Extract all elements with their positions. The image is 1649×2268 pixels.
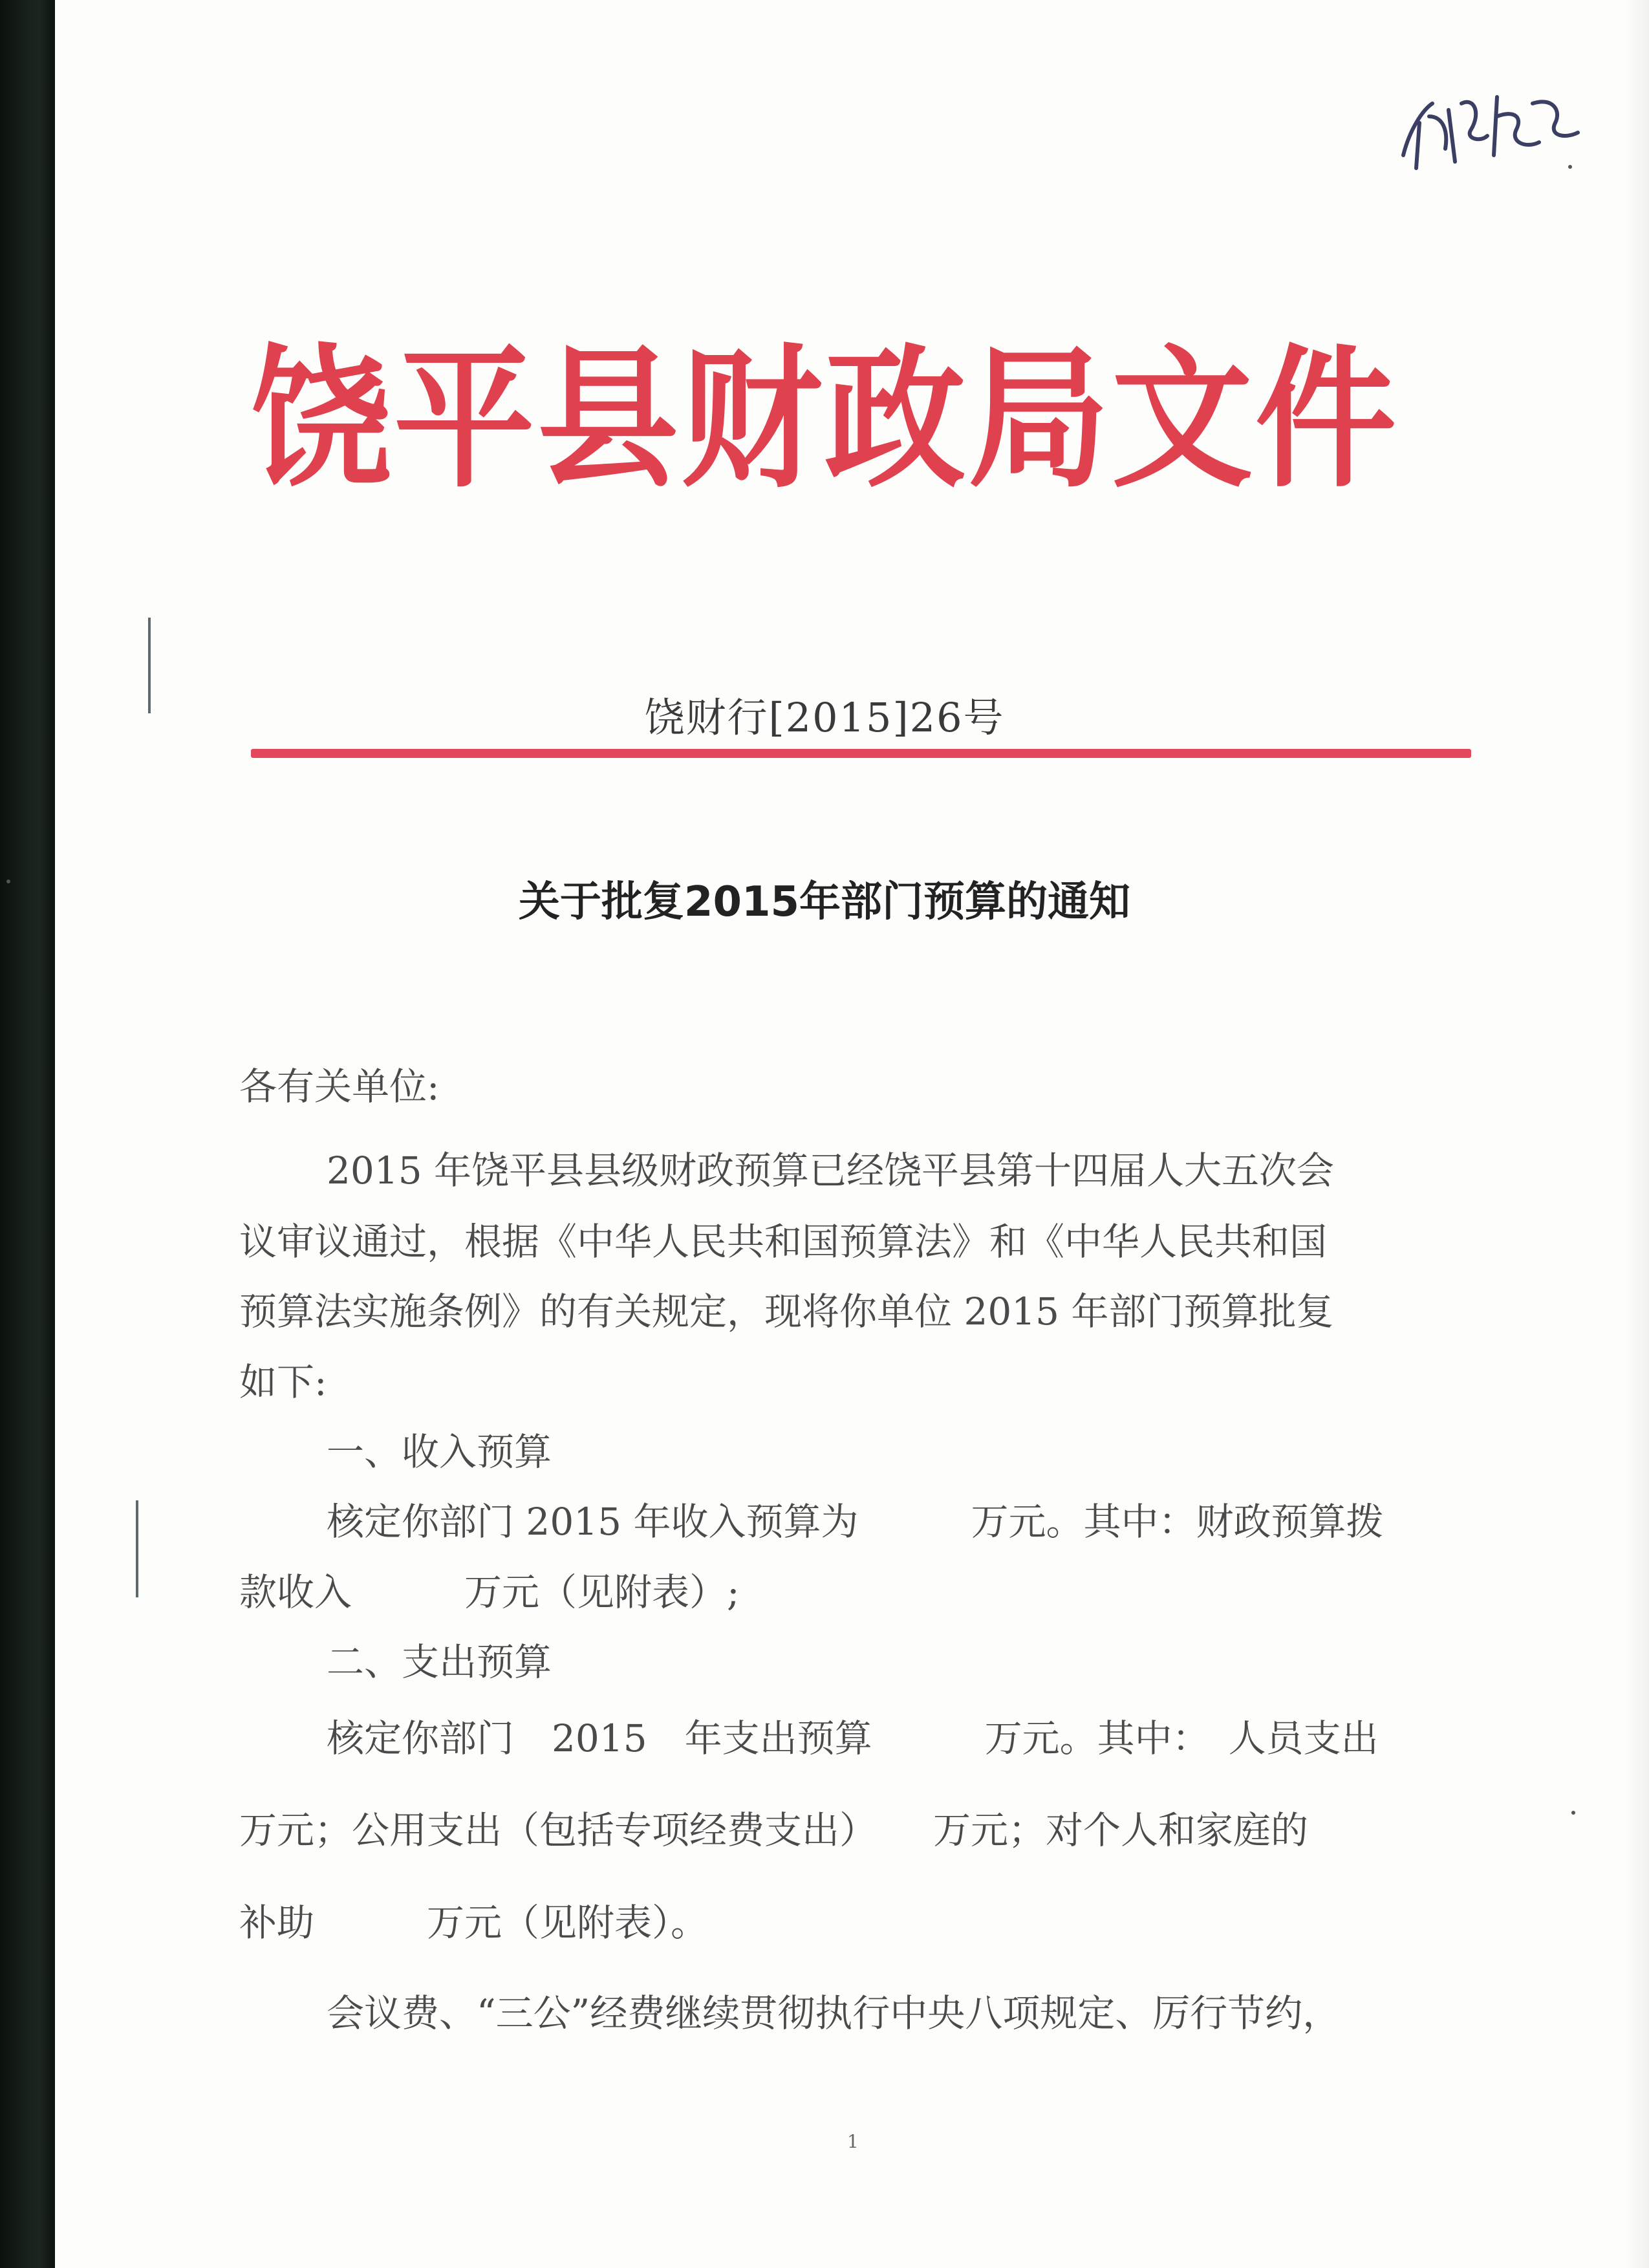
handwritten-annotation [1384, 78, 1597, 181]
red-divider-rule [251, 749, 1471, 758]
paragraph-line: 如下: [239, 1360, 327, 1404]
paragraph-line: 2015 年饶平县县级财政预算已经饶平县第十四届人大五次会 [327, 1149, 1335, 1193]
paragraph-line: 议审议通过，根据《中华人民共和国预算法》和《中华人民共和国 [239, 1220, 1328, 1264]
paragraph-line: 预算法实施条例》的有关规定，现将你单位 2015 年部门预算批复 [239, 1290, 1334, 1334]
page-number: 1 [847, 2131, 859, 2152]
paragraph-line: 款收入 万元（见附表）; [239, 1570, 740, 1614]
scan-dust [1568, 165, 1572, 169]
document-number: 饶财行[2015]26号 [644, 694, 1005, 741]
document-header-title: 饶平县财政局文件 [250, 331, 1399, 509]
paragraph-line: 会议费、“三公”经费继续贯彻执行中央八项规定、厉行节约， [327, 1991, 1341, 2035]
paragraph-line: 万元；公用支出（包括专项经费支出） 万元；对个人和家庭的 [239, 1808, 1309, 1852]
scan-dust [1571, 1811, 1575, 1815]
section-heading: 二、支出预算 [327, 1640, 552, 1684]
section-heading: 一、收入预算 [327, 1430, 552, 1474]
paragraph-line: 补助 万元（见附表）。 [239, 1901, 709, 1945]
paragraph-line: 核定你部门 2015 年收入预算为 万元。其中：财政预算拨 [327, 1500, 1384, 1544]
paragraph-line: 核定你部门 2015 年支出预算 万元。其中： 人员支出 [327, 1716, 1379, 1760]
margin-mark [136, 1500, 138, 1597]
notice-title: 关于批复2015年部门预算的通知 [518, 878, 1131, 926]
salutation: 各有关单位: [239, 1064, 440, 1108]
